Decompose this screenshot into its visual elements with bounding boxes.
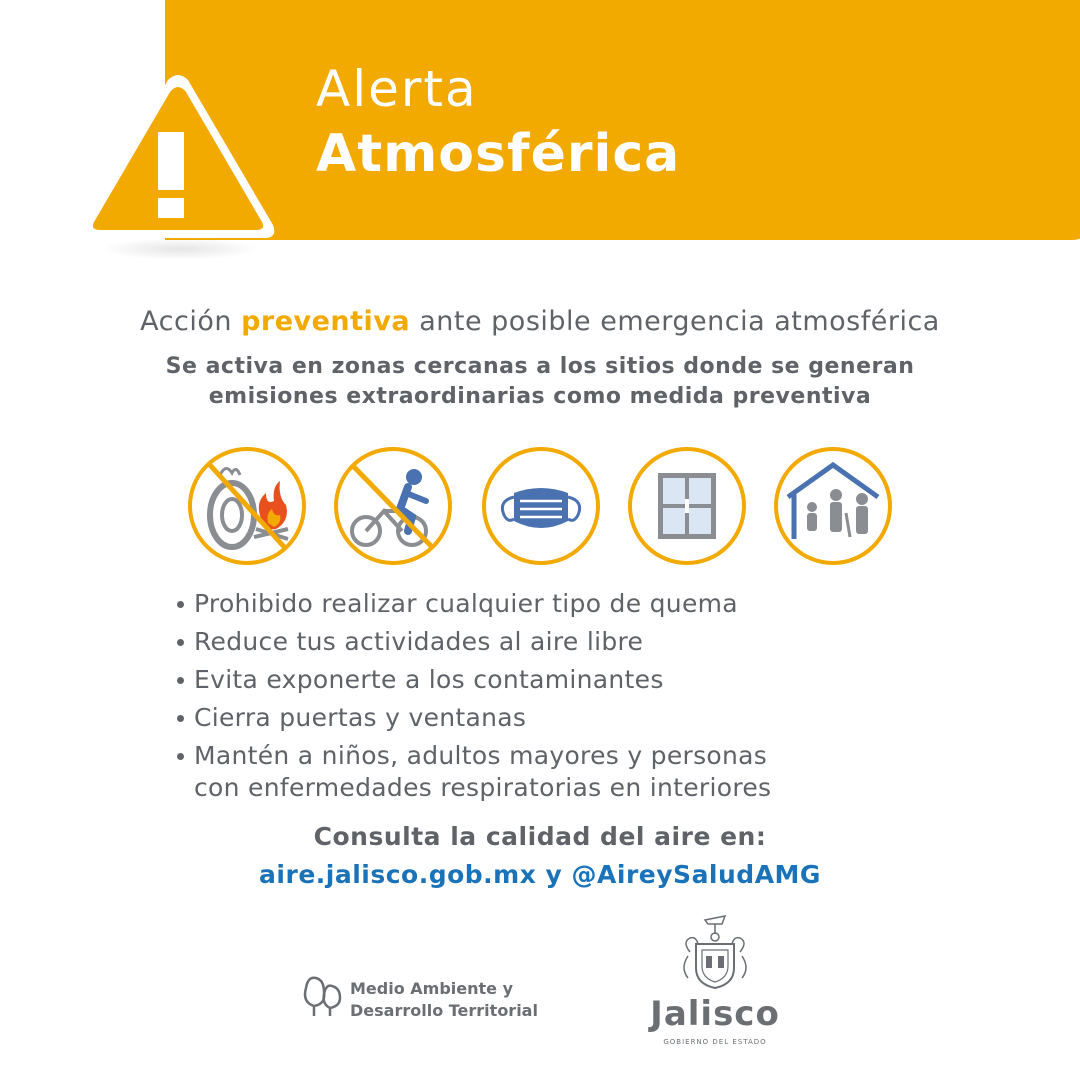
warning-triangle-icon: [78, 70, 278, 240]
measure-icons: [188, 447, 898, 565]
department-name-line2: Desarrollo Territorial: [350, 1001, 538, 1020]
activation-line1: Se activa en zonas cercanas a los sitios donde se generan: [165, 354, 915, 379]
state-government: GOBIERNO DEL ESTADO: [663, 1038, 767, 1046]
activation-line2: emisiones extraordinarias como medida preventiva: [208, 384, 872, 409]
list-item: Evita exponerte a los contaminantes: [172, 661, 771, 699]
face-mask-icon: [482, 447, 600, 565]
warning-shadow: [100, 238, 260, 260]
jalisco-logo: [640, 912, 790, 1052]
header-banner: [165, 0, 1080, 240]
coat-of-arms-icon: [640, 912, 790, 992]
intro-pre: Acción: [140, 306, 242, 337]
list-item: Cierra puertas y ventanas: [172, 699, 771, 737]
consult-text: Consulta la calidad del aire en:: [313, 822, 767, 851]
page-title-line1: Alerta: [316, 60, 478, 118]
list-item-line2: con enfermedades respiratorias en interiores: [194, 773, 772, 802]
no-burning-icon: [188, 447, 306, 565]
department-name: [350, 978, 538, 1022]
department-logo: [300, 972, 600, 1032]
list-item-line1: Mantén a niños, adultos mayores y personas: [194, 741, 768, 770]
air-quality-links[interactable]: aire.jalisco.gob.mx y @AireySaludAMG: [259, 860, 821, 889]
intro-subtitle: [0, 306, 1080, 337]
list-item: [172, 737, 771, 804]
list-item: Prohibido realizar cualquier tipo de quema: [172, 585, 771, 623]
closed-window-icon: [628, 447, 746, 565]
list-item: Reduce tus actividades al aire libre: [172, 623, 771, 661]
measures-list: [172, 585, 771, 804]
intro-highlight: preventiva: [241, 306, 411, 337]
no-outdoor-activity-icon: [334, 447, 452, 565]
intro-post: ante posible emergencia atmosférica: [410, 306, 940, 337]
activation-note: [0, 352, 1080, 412]
page-title-line2: Atmosférica: [316, 124, 681, 184]
stay-indoors-family-icon: [774, 447, 892, 565]
department-name-line1: Medio Ambiente y: [350, 979, 514, 998]
trees-icon: [300, 972, 344, 1022]
state-name: Jalisco: [650, 994, 780, 1034]
